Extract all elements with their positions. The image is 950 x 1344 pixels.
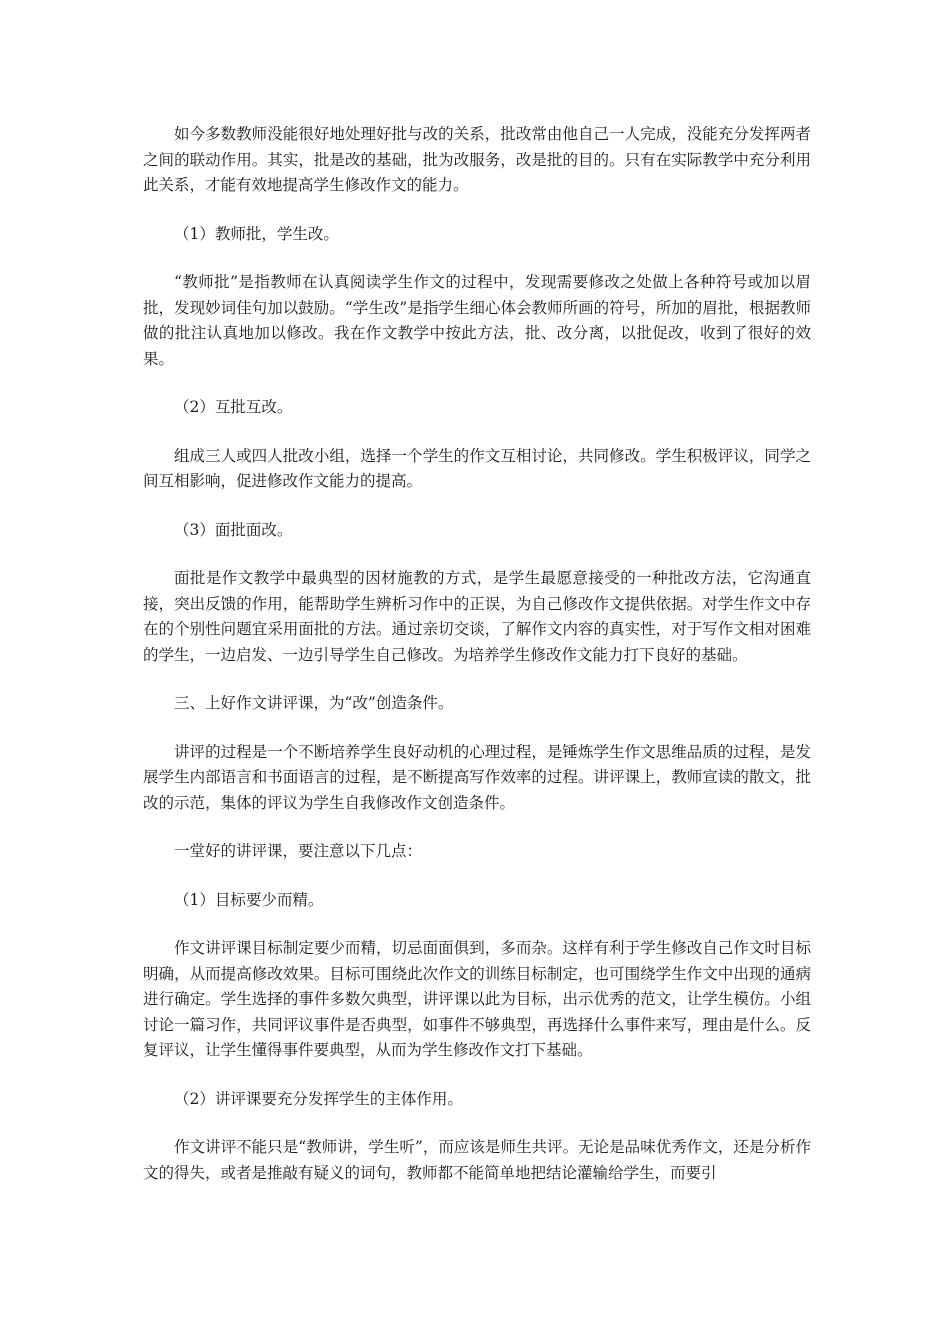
section-heading: 一堂好的讲评课，要注意以下几点： (174, 842, 423, 860)
section-heading: （1）目标要少而精。 (174, 890, 324, 909)
section-heading: （1）教师批，学生改。 (174, 224, 339, 243)
section-heading: （2）讲评课要充分发挥学生的主体作用。 (174, 1089, 463, 1108)
paragraph: “教师批”是指教师在认真阅读学生作文的过程中，发现需要修改之处做上各种符号或加以眉批，发现妙词佳句加以鼓励。“学生改”是指学生细心体会教师所画的符号，所加的眉批，根据教师做的批注认真地加以修改。我在作文教学中按此方法，批、改分离，以批促改，收到了很好的效果。 (143, 273, 811, 368)
section-heading: （3）面批面改。 (174, 520, 293, 539)
paragraph: 面批是作文教学中最典型的因材施教的方式，是学生最愿意接受的一种批改方法，它沟通直接，突出反馈的作用，能帮助学生辨析习作中的正误，为自己修改作文提供依据。对学生作文中存在的个别性问题宜采用面批的方法。通过亲切交谈，了解作文内容的真实性，对于写作文相对困难的学生，一边启发、一边引导学生自己修改。为培养学生修改作文能力打下良好的基础。 (143, 569, 811, 664)
section-heading: 三、上好作文讲评课，为“改”创造条件。 (174, 694, 454, 712)
paragraph: 组成三人或四人批改小组，选择一个学生的作文互相讨论，共同修改。学生积极评议，同学之间互相影响，促进修改作文能力的提高。 (143, 446, 811, 490)
paragraph: 如今多数教师没能很好地处理好批与改的关系，批改常由他自己一人完成，没能充分发挥两者之间的联动作用。其实，批是改的基础，批为改服务，改是批的目的。只有在实际教学中充分利用此关系，才能有效地提高学生修改作文的能力。 (143, 125, 811, 194)
paragraph: 作文讲评课目标制定要少而精，切忌面面俱到，多而杂。这样有利于学生修改自己作文时目标明确，从而提高修改效果。目标可围绕此次作文的训练目标制定，也可围绕学生作文中出现的通病进行确定。学生选择的事件多数欠典型，讲评课以此为目标，出示优秀的范文，让学生模仿。小组讨论一篇习作，共同评议事件是否典型，如事件不够典型，再选择什么事件来写，理由是什么。反复评议，让学生懂得事件要典型，从而为学生修改作文打下基础。 (143, 939, 811, 1059)
paragraph: 作文讲评不能只是“教师讲，学生听”，而应该是师生共评。无论是品味优秀作文，还是分析作文的得失，或者是推敲有疑义的词句，教师都不能简单地把结论灌输给学生，而要引 (143, 1138, 811, 1182)
paragraph: 讲评的过程是一个不断培养学生良好动机的心理过程，是锤炼学生作文思维品质的过程，是发展学生内部语言和书面语言的过程，是不断提高写作效率的过程。讲评课上，教师宣读的散文，批改的示范，集体的评议为学生自我修改作文创造条件。 (143, 742, 811, 812)
document-body (143, 122, 811, 1209)
section-heading: （2）互批互改。 (174, 398, 293, 416)
